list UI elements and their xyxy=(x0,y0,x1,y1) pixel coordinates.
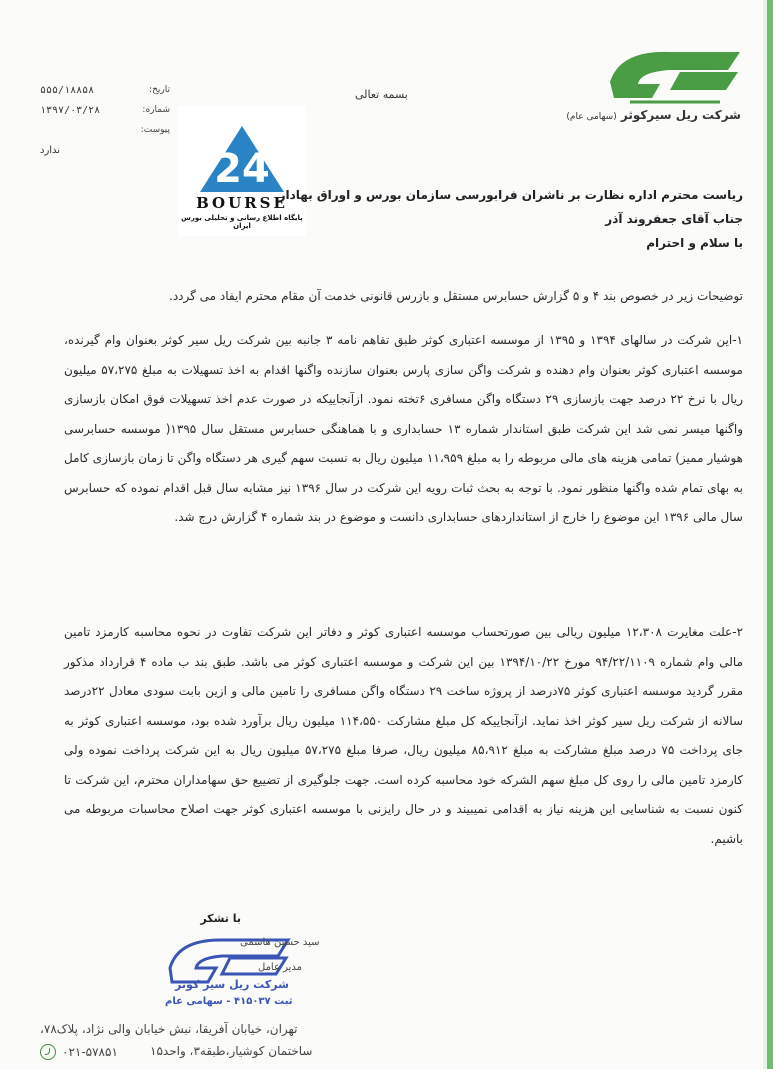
body-paragraph-2 xyxy=(64,618,743,854)
stamp-registration: ثبت ۴۱۵۰۳۷ - سهامی عام xyxy=(165,996,293,1007)
meta-number-row xyxy=(40,80,170,100)
letter-meta xyxy=(40,80,170,160)
number-label: شماره: xyxy=(142,105,170,115)
letter-number: ۵۵۵/۱۸۸۵۸ xyxy=(40,84,95,96)
company-name xyxy=(566,108,741,122)
stamp-company-name: شرکت ریل سیر کوثر xyxy=(175,978,289,991)
company-name-text: شرکت ریل سیرکوثر xyxy=(620,108,741,122)
footer-address-line-2: ساختمان کوشیار،طبقه۳، واحد۱۵ xyxy=(150,1044,313,1058)
paragraph-2-text: ۲-علت مغایرت ۱۲،۳۰۸ میلیون ریالی بین صورتحساب موسسه اعتباری کوثر و دفاتر این شرکت تفاوت در نحوه محاسبه کارمزد تامین مالی وام شماره ۹۴/۲۲/۱۱۰۹ مورخ ۱۳۹۴/۱۰/۲۲ بین این شرکت و موسسه اعتباری کوثر می باشد. طبق بند ب ماده ۴ قرارداد مذکور مقرر گردید موسسه اعتباری کوثر ۷۵درصد از پروژه ساخت ۲۹ دستگاه واگن مسافری را تامین مالی و ازین بابت سودی معادل ۲۲درصد سالانه از شرکت ریل سیر کوثر اخذ نماید. ازآنجاییکه کل مبلغ مشارکت ۱۱۴،۵۵۰ میلیون ریال برآورد شده بود، موسسه اعتباری کوثر به جای پرداخت ۷۵ درصد مبلغ مشارکت به مبلغ ۸۵،۹۱۲ میلیون ریال، صرفا مبلغ ۵۷،۲۷۵ میلیون ریال به این شرکت پرداخت نموده ولی کارمزد تامین مالی را روی کل مبلغ سهم الشرکه خود محاسبه کرده است. جهت جلوگیری از تضییع حق سهامداران محترم، این شرکت تا کنون نسبت به شناسایی این هزینه نیاز به اقدامی نمیبیند و در حال رایزنی با موسسه اعتباری کوثر جهت اصلاح محاسبات مربوطه می باشیم. xyxy=(64,625,744,846)
thanks-text: با تشکر xyxy=(200,912,241,925)
bourse-triangle-icon xyxy=(200,126,284,192)
letter-date: ۱۳۹۷/۰۳/۲۸ xyxy=(40,104,101,116)
basmala-heading: بسمه تعالی xyxy=(355,88,408,101)
attachment-value: ندارد xyxy=(40,144,61,156)
phone-icon xyxy=(40,1044,56,1060)
company-logo-icon xyxy=(600,42,750,112)
page-edge-stripe xyxy=(767,0,773,1069)
signatory-title: مدیر عامل xyxy=(258,962,303,973)
attachment-label: پیوست: xyxy=(140,125,170,135)
meta-date-row xyxy=(40,100,170,120)
intro-text: توضیحات زیر در خصوص بند ۴ و ۵ گزارش حسابرس مستقل و بازرس قانونی خدمت آن مقام محترم ایفاد می گردد. xyxy=(169,289,743,303)
paragraph-1-text: ۱-این شرکت در سالهای ۱۳۹۴ و ۱۳۹۵ از موسسه اعتباری کوثر طبق تفاهم نامه ۳ جانبه بین شرکت ریل سیر کوثر بعنوان وام گیرنده، موسسه اعتباری کوثر بعنوان وام دهنده و شرکت واگن سازی پارس بعنوان سازنده واگنها اقدام به اخذ تسهیلات به مبلغ ۵۷،۲۷۵ میلیون ریال با نرخ ۲۲ درصد جهت بازسازی ۲۹ دستگاه واگن مسافری ۶تخته نمود. ازآنجاییکه در صورت عدم اخذ تسهیلات فوق امکان بازسازی واگنها میسر نمی شد این شرکت طبق استاندار شماره ۱۳ حسابداری و با هماهنگی حسابرس مستقل سال ۱۳۹۵( موسسه حسابرسی هوشیار ممیز) تمامی هزینه های مالی مربوطه را به مبلغ ۱۱،۹۵۹ میلیون ریال به نسبت سهم گیری هر دستگاه واگن تا زمان بازسازی کامل به بهای تمام شده واگنها منظور نمود. با توجه به بحث ثبات رویه این شرکت در سال ۱۳۹۶ نیز مشابه سال قبل اقدام نموده که حسابرس سال مالی ۱۳۹۶ این موضوع را خارج از استانداردهای حسابداری دانست و موضوع در بند شماره ۴ گزارش درج شد. xyxy=(64,333,744,524)
body-paragraph-1 xyxy=(64,326,743,533)
signatory-name: سید حسین هاشمی xyxy=(240,937,320,948)
bourse-wordmark: BOURSE xyxy=(196,194,288,212)
meta-attachment-value-row xyxy=(40,140,170,160)
bourse-subtitle: پایگاه اطلاع رسانی و تحلیلی بورس ایران xyxy=(181,214,303,230)
addressee-name: جناب آقای جعفروند آذر xyxy=(605,212,743,226)
bourse-number: 24 xyxy=(214,146,270,192)
body-intro xyxy=(64,282,743,312)
company-type: (سهامی عام) xyxy=(566,112,617,122)
bourse24-logo xyxy=(178,106,306,236)
footer-address-line-1: تهران، خیابان آفریقا، نبش خیابان والی نژاد، پلاک۷۸، xyxy=(40,1022,298,1036)
phone-number: ۰۲۱-۵۷۸۵۱ xyxy=(62,1045,118,1059)
meta-attachment-row xyxy=(40,120,170,140)
addressee-title: ریاست محترم اداره نظارت بر ناشران فرابورسی سازمان بورس و اوراق بهادار xyxy=(278,188,743,202)
page-edge-stripe-light xyxy=(763,0,767,1069)
footer-phone xyxy=(40,1044,118,1060)
greeting: با سلام و احترام xyxy=(646,236,743,250)
date-label: تاریخ: xyxy=(149,85,170,95)
